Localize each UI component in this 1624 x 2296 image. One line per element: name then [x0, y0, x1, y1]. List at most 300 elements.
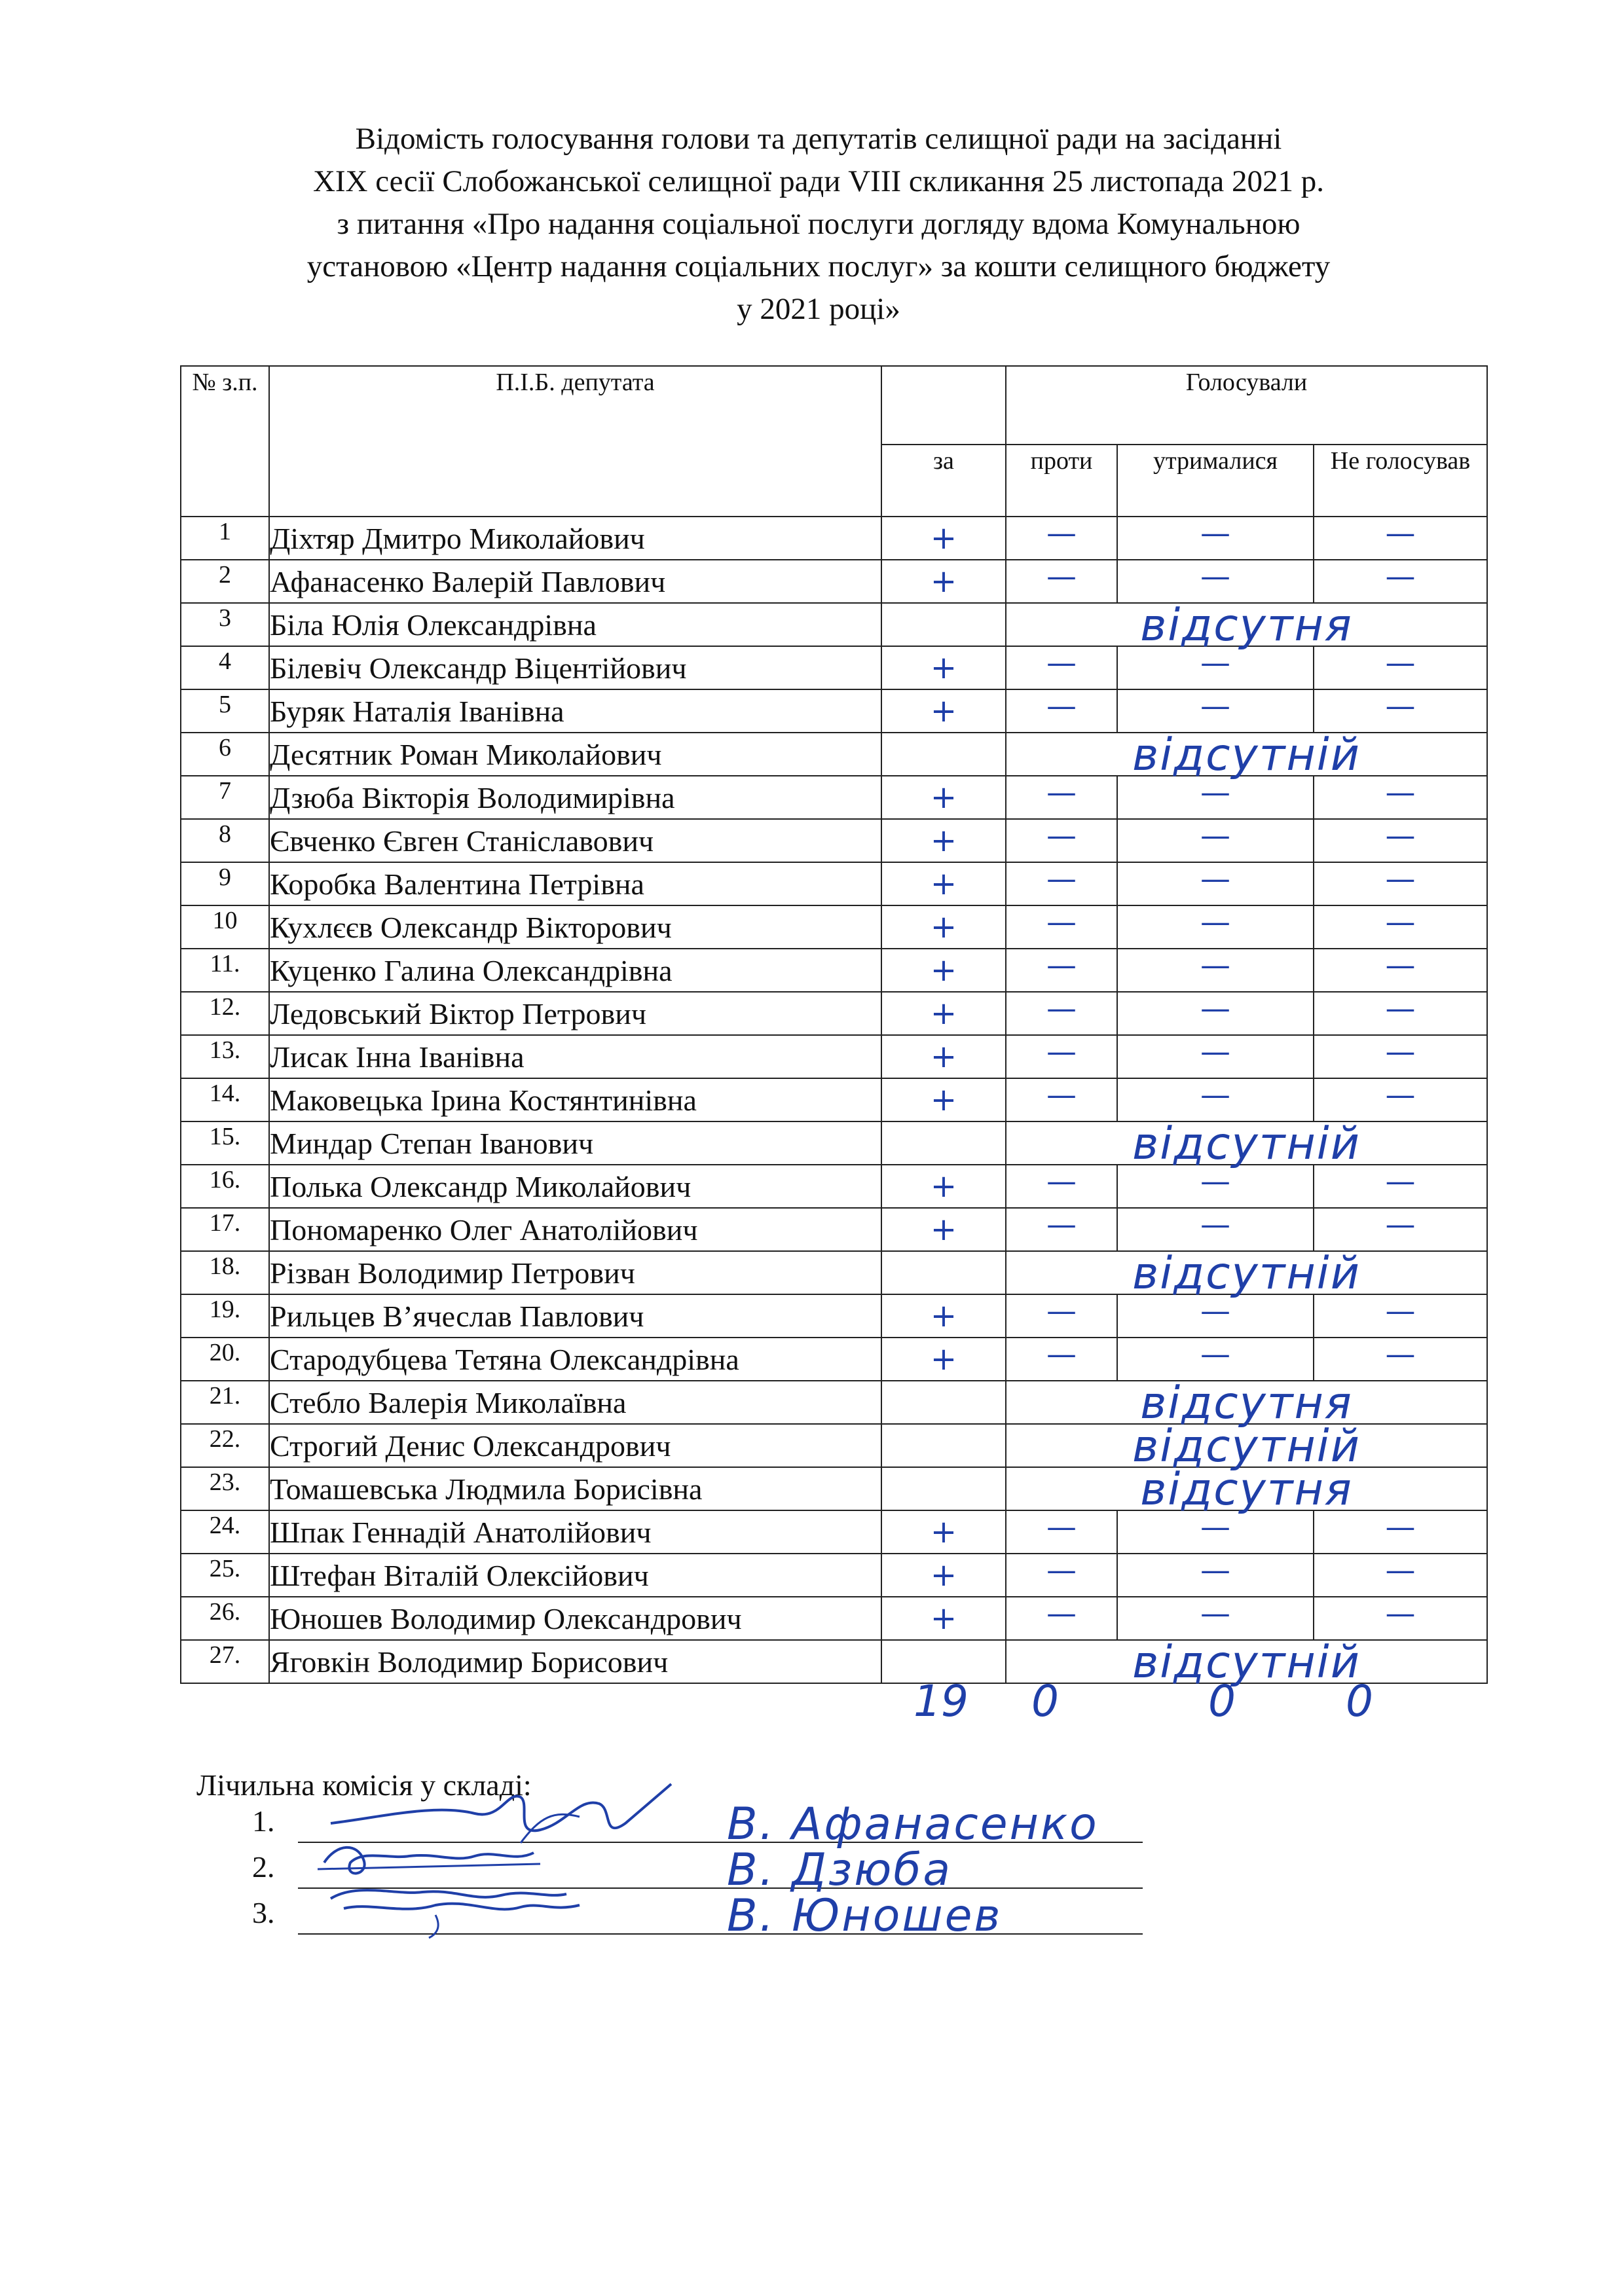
- cell-against: [1006, 1338, 1117, 1381]
- cell-for: [881, 1121, 1006, 1165]
- cell-against: [1006, 1510, 1117, 1554]
- cell-abstained: [1117, 1597, 1314, 1640]
- deputy-name: [269, 1121, 881, 1165]
- total-against: 0: [1031, 1676, 1059, 1726]
- deputy-name: [269, 1294, 881, 1338]
- cell-for: [881, 1251, 1006, 1294]
- cell-against: [1006, 1208, 1117, 1251]
- cell-abstained-value: —: [1200, 515, 1230, 551]
- deputy-name-value: Біла Юлія Олександрівна: [270, 608, 597, 642]
- cell-abstained-value: —: [1200, 1033, 1230, 1069]
- cell-abstained-value: —: [1200, 860, 1230, 896]
- cell-against: [1006, 905, 1117, 949]
- cell-not-voted-value: —: [1385, 558, 1416, 594]
- absent-note: відсутній: [1132, 1421, 1361, 1472]
- cell-for: [881, 1338, 1006, 1381]
- cell-not-voted: [1314, 949, 1487, 992]
- cell-not-voted: [1314, 1294, 1487, 1338]
- deputy-name: [269, 1251, 881, 1294]
- absent-note: відсутній: [1132, 1637, 1361, 1688]
- row-num-value: 1: [219, 518, 231, 545]
- deputy-name: [269, 1208, 881, 1251]
- cell-against-value: —: [1046, 947, 1077, 983]
- row-num-value: 4: [219, 647, 231, 675]
- cell-against: [1006, 862, 1117, 905]
- row-num-value: 7: [219, 777, 231, 805]
- absent-note: відсутній: [1132, 1248, 1361, 1300]
- row-num: [181, 689, 269, 733]
- cell-abstained: [1117, 1035, 1314, 1078]
- cell-against-value: —: [1046, 687, 1077, 723]
- cell-against-value: —: [1046, 1336, 1077, 1372]
- table-row: [181, 1035, 1487, 1078]
- cell-abstained: [1117, 646, 1314, 689]
- header-voted: Голосували: [1006, 366, 1487, 445]
- cell-abstained: [1117, 905, 1314, 949]
- deputy-name-value: Дзюба Вікторія Володимирівна: [270, 780, 675, 814]
- deputy-name: [269, 776, 881, 819]
- cell-against: [1006, 1035, 1117, 1078]
- row-num-value: 24.: [209, 1512, 241, 1539]
- cell-not-voted-value: —: [1385, 1033, 1416, 1069]
- cell-for: [881, 776, 1006, 819]
- row-num: [181, 1424, 269, 1467]
- cell-against: [1006, 776, 1117, 819]
- deputy-name: [269, 1165, 881, 1208]
- row-num-value: 25.: [209, 1555, 241, 1582]
- cell-against-value: —: [1046, 860, 1077, 896]
- cell-not-voted: [1314, 1510, 1487, 1554]
- cell-for: [881, 1554, 1006, 1597]
- cell-against: [1006, 517, 1117, 560]
- cell-abstained: [1117, 560, 1314, 603]
- cell-abstained: [1117, 949, 1314, 992]
- cell-for: [881, 517, 1006, 560]
- cell-for-value: +: [930, 1038, 957, 1075]
- table-row: [181, 1424, 1487, 1467]
- table-row: [181, 646, 1487, 689]
- row-num-value: 19.: [209, 1296, 241, 1323]
- table-row: [181, 1338, 1487, 1381]
- row-num: [181, 560, 269, 603]
- absent-cell: [1006, 1637, 1487, 1688]
- cell-for: [881, 1294, 1006, 1338]
- deputy-name: [269, 1467, 881, 1510]
- row-num-value: 16.: [209, 1166, 241, 1194]
- row-num: [181, 603, 269, 646]
- cell-abstained: [1117, 776, 1314, 819]
- cell-abstained: [1117, 517, 1314, 560]
- deputy-name: [269, 1078, 881, 1121]
- row-num: [181, 1338, 269, 1381]
- cell-against: [1006, 560, 1117, 603]
- row-num: [181, 1251, 269, 1294]
- table-row: [181, 1294, 1487, 1338]
- header-for: за: [881, 445, 1006, 517]
- cell-not-voted-value: —: [1385, 947, 1416, 983]
- table-row: [181, 1208, 1487, 1251]
- cell-for-value: +: [930, 779, 957, 816]
- cell-not-voted-value: —: [1385, 990, 1416, 1026]
- cell-not-voted: [1314, 1165, 1487, 1208]
- table-row: [181, 1251, 1487, 1294]
- table-row: [181, 776, 1487, 819]
- cell-not-voted-value: —: [1385, 817, 1416, 853]
- table-row: [181, 819, 1487, 862]
- cell-for: [881, 1510, 1006, 1554]
- absent-cell: [1006, 729, 1487, 781]
- cell-against-value: —: [1046, 1076, 1077, 1112]
- cell-against: [1006, 1597, 1117, 1640]
- absent-note: відсутня: [1140, 600, 1353, 651]
- title-line: XIX сесії Слобожанської селищної ради VIII скликання 25 листопада 2021 р.: [312, 164, 1325, 198]
- title-line: Відомість голосування голови та депутатів селищної ради на засіданні: [355, 122, 1282, 156]
- cell-against: [1006, 992, 1117, 1035]
- cell-abstained-value: —: [1200, 903, 1230, 939]
- table-row: [181, 689, 1487, 733]
- cell-abstained-value: —: [1200, 644, 1230, 680]
- deputy-name-value: Євченко Євген Станіславович: [270, 824, 654, 858]
- deputy-name-value: Стебло Валерія Миколаївна: [270, 1385, 627, 1419]
- cell-for: [881, 560, 1006, 603]
- cell-abstained: [1117, 862, 1314, 905]
- table-row: [181, 1078, 1487, 1121]
- cell-against-value: —: [1046, 1508, 1077, 1544]
- cell-for: [881, 1165, 1006, 1208]
- cell-not-voted-value: —: [1385, 774, 1416, 810]
- deputy-name-value: Білевіч Олександр Віцентійович: [270, 651, 687, 685]
- header-abstained: утрималися: [1117, 445, 1314, 517]
- cell-abstained-value: —: [1200, 817, 1230, 853]
- cell-for: [881, 905, 1006, 949]
- row-num-value: 3: [219, 604, 231, 632]
- table-row: [181, 1121, 1487, 1165]
- cell-for-value: +: [930, 1341, 957, 1377]
- row-num: [181, 905, 269, 949]
- cell-abstained-value: —: [1200, 687, 1230, 723]
- member-name: В. Афанасенко: [727, 1798, 1099, 1850]
- absent-cell: [1006, 1248, 1487, 1300]
- deputy-name-value: Афанасенко Валерій Павлович: [270, 564, 666, 598]
- deputy-name-value: Полька Олександр Миколайович: [270, 1169, 692, 1203]
- cell-against-value: —: [1046, 1163, 1077, 1199]
- row-num: [181, 733, 269, 776]
- cell-not-voted: [1314, 1338, 1487, 1381]
- row-num-value: 5: [219, 691, 231, 718]
- table-row: [181, 1467, 1487, 1510]
- row-num: [181, 949, 269, 992]
- table-row: [181, 1554, 1487, 1597]
- cell-for-value: +: [930, 952, 957, 989]
- cell-abstained: [1117, 1165, 1314, 1208]
- cell-not-voted-value: —: [1385, 1595, 1416, 1631]
- deputy-name: [269, 733, 881, 776]
- cell-not-voted-value: —: [1385, 1336, 1416, 1372]
- row-num: [181, 1294, 269, 1338]
- deputy-name: [269, 949, 881, 992]
- row-num-value: 15.: [209, 1123, 241, 1150]
- row-num-value: 9: [219, 864, 231, 891]
- commission-label: Лічильна комісія у складі:: [196, 1768, 532, 1802]
- cell-against-value: —: [1046, 515, 1077, 551]
- cell-abstained-value: —: [1200, 558, 1230, 594]
- cell-not-voted-value: —: [1385, 1163, 1416, 1199]
- cell-not-voted-value: —: [1385, 903, 1416, 939]
- cell-against: [1006, 646, 1117, 689]
- deputy-name: [269, 1597, 881, 1640]
- cell-for: [881, 1424, 1006, 1467]
- table-row: [181, 517, 1487, 560]
- cell-for-value: +: [930, 1082, 957, 1118]
- cell-abstained: [1117, 1208, 1314, 1251]
- cell-abstained-value: —: [1200, 1508, 1230, 1544]
- cell-not-voted-value: —: [1385, 1292, 1416, 1328]
- cell-for-value: +: [930, 1514, 957, 1550]
- absent-cell: [1006, 1421, 1487, 1472]
- cell-abstained: [1117, 689, 1314, 733]
- deputy-name-value: Юношев Володимир Олександрович: [270, 1601, 742, 1635]
- cell-against: [1006, 1294, 1117, 1338]
- deputy-name: [269, 1424, 881, 1467]
- deputy-name: [269, 1338, 881, 1381]
- cell-not-voted-value: —: [1385, 860, 1416, 896]
- cell-against-value: —: [1046, 817, 1077, 853]
- cell-abstained: [1117, 1338, 1314, 1381]
- row-num-value: 17.: [209, 1209, 241, 1237]
- voting-table: [180, 365, 1488, 1688]
- cell-for-value: +: [930, 1298, 957, 1334]
- row-num-value: 18.: [209, 1252, 241, 1280]
- commission-member: [252, 1890, 1143, 1942]
- header-num: № з.п.: [181, 366, 269, 517]
- deputy-name-value: Пономаренко Олег Анатолійович: [270, 1212, 698, 1247]
- deputy-name: [269, 1035, 881, 1078]
- cell-for-value: +: [930, 520, 957, 556]
- cell-not-voted: [1314, 689, 1487, 733]
- row-num: [181, 1208, 269, 1251]
- header-not-voted: Не голосував: [1314, 445, 1487, 517]
- row-num: [181, 1510, 269, 1554]
- cell-not-voted: [1314, 517, 1487, 560]
- cell-not-voted-value: —: [1385, 1552, 1416, 1588]
- row-num: [181, 517, 269, 560]
- cell-for-value: +: [930, 563, 957, 600]
- deputy-name-value: Ледовський Віктор Петрович: [270, 996, 646, 1030]
- cell-for: [881, 1597, 1006, 1640]
- row-num-value: 10: [212, 907, 238, 934]
- cell-for-value: +: [930, 1557, 957, 1594]
- cell-for: [881, 689, 1006, 733]
- deputy-name-value: Строгий Денис Олександрович: [270, 1429, 671, 1463]
- cell-not-voted: [1314, 819, 1487, 862]
- cell-abstained: [1117, 1510, 1314, 1554]
- deputy-name-value: Томашевська Людмила Борисівна: [270, 1472, 703, 1506]
- row-num-value: 11.: [210, 950, 240, 977]
- cell-not-voted-value: —: [1385, 644, 1416, 680]
- cell-against: [1006, 819, 1117, 862]
- cell-not-voted: [1314, 776, 1487, 819]
- member-num: 1.: [252, 1804, 275, 1838]
- cell-for: [881, 949, 1006, 992]
- cell-abstained-value: —: [1200, 1552, 1230, 1588]
- cell-not-voted: [1314, 1208, 1487, 1251]
- row-num: [181, 992, 269, 1035]
- row-num-value: 20.: [209, 1339, 241, 1366]
- cell-against-value: —: [1046, 1206, 1077, 1242]
- table-row: [181, 862, 1487, 905]
- cell-against: [1006, 689, 1117, 733]
- row-num-value: 13.: [209, 1036, 241, 1064]
- row-num: [181, 862, 269, 905]
- row-num-value: 14.: [209, 1080, 241, 1107]
- table-row: [181, 560, 1487, 603]
- member-num: 3.: [252, 1896, 275, 1929]
- cell-for: [881, 603, 1006, 646]
- deputy-name: [269, 646, 881, 689]
- cell-for: [881, 819, 1006, 862]
- absent-note: відсутній: [1132, 1118, 1361, 1170]
- deputy-name: [269, 862, 881, 905]
- deputy-name: [269, 1554, 881, 1597]
- deputy-name: [269, 905, 881, 949]
- cell-for-value: +: [930, 649, 957, 686]
- row-num-value: 21.: [209, 1382, 241, 1410]
- cell-abstained-value: —: [1200, 1206, 1230, 1242]
- signature-scribble: [304, 1869, 697, 1941]
- absent-cell: [1006, 1377, 1487, 1429]
- cell-for-value: +: [930, 866, 957, 902]
- cell-not-voted: [1314, 1035, 1487, 1078]
- row-num: [181, 819, 269, 862]
- deputy-name-value: Куценко Галина Олександрівна: [270, 953, 673, 987]
- row-num-value: 6: [219, 734, 231, 761]
- cell-against: [1006, 1165, 1117, 1208]
- document-title: [164, 118, 1473, 331]
- member-num: 2.: [252, 1850, 275, 1884]
- deputy-name: [269, 992, 881, 1035]
- row-num-value: 12.: [209, 993, 241, 1021]
- cell-not-voted: [1314, 560, 1487, 603]
- deputy-name-value: Діхтяр Дмитро Миколайович: [270, 521, 645, 555]
- cell-against-value: —: [1046, 558, 1077, 594]
- table-row: [181, 905, 1487, 949]
- row-num: [181, 1381, 269, 1424]
- header-name: П.І.Б. депутата: [269, 366, 881, 517]
- cell-for: [881, 1208, 1006, 1251]
- cell-not-voted: [1314, 862, 1487, 905]
- cell-against-value: —: [1046, 774, 1077, 810]
- member-name: В. Дзюба: [727, 1844, 953, 1896]
- deputy-name-value: Різван Володимир Петрович: [270, 1256, 635, 1290]
- deputy-name-value: Яговкін Володимир Борисович: [270, 1645, 669, 1679]
- row-num: [181, 776, 269, 819]
- cell-abstained: [1117, 819, 1314, 862]
- cell-for-value: +: [930, 822, 957, 859]
- row-num: [181, 1035, 269, 1078]
- cell-not-voted: [1314, 1554, 1487, 1597]
- row-num-value: 2: [219, 561, 231, 589]
- deputy-name: [269, 819, 881, 862]
- absent-cell: [1006, 1118, 1487, 1170]
- deputy-name: [269, 517, 881, 560]
- title-line: з питання «Про надання соціальної послуги догляду вдома Комунальною: [337, 207, 1301, 241]
- cell-against-value: —: [1046, 1552, 1077, 1588]
- absent-cell: [1006, 600, 1487, 651]
- absent-note: відсутня: [1140, 1464, 1353, 1516]
- deputy-name-value: Миндар Степан Іванович: [270, 1126, 594, 1160]
- cell-against-value: —: [1046, 1292, 1077, 1328]
- cell-for-value: +: [930, 1600, 957, 1637]
- deputy-name-value: Шпак Геннадій Анатолійович: [270, 1515, 652, 1549]
- deputy-name-value: Стародубцева Тетяна Олександрівна: [270, 1342, 739, 1376]
- title-line: установою «Центр надання соціальних послуг» за кошти селищного бюджету: [306, 249, 1331, 283]
- cell-for-value: +: [930, 995, 957, 1032]
- cell-for: [881, 992, 1006, 1035]
- row-num: [181, 1597, 269, 1640]
- cell-abstained: [1117, 992, 1314, 1035]
- cell-for-value: +: [930, 909, 957, 945]
- table-row: [181, 992, 1487, 1035]
- deputy-name-value: Лисак Інна Іванівна: [270, 1040, 525, 1074]
- row-num-value: 22.: [209, 1425, 241, 1453]
- cell-against-value: —: [1046, 1595, 1077, 1631]
- cell-abstained: [1117, 1078, 1314, 1121]
- total-for: 19: [913, 1676, 969, 1726]
- cell-abstained-value: —: [1200, 1076, 1230, 1112]
- table-row: [181, 1165, 1487, 1208]
- cell-for: [881, 1467, 1006, 1510]
- cell-not-voted: [1314, 646, 1487, 689]
- cell-abstained: [1117, 1294, 1314, 1338]
- cell-for-value: +: [930, 1168, 957, 1205]
- absent-cell: [1006, 1464, 1487, 1516]
- cell-not-voted: [1314, 1078, 1487, 1121]
- deputy-name: [269, 560, 881, 603]
- cell-for: [881, 646, 1006, 689]
- table-row: [181, 1597, 1487, 1640]
- cell-for: [881, 1381, 1006, 1424]
- row-num-value: 27.: [209, 1641, 241, 1669]
- table-row: [181, 1640, 1487, 1683]
- deputy-name: [269, 1640, 881, 1683]
- cell-not-voted-value: —: [1385, 1508, 1416, 1544]
- row-num: [181, 646, 269, 689]
- cell-against: [1006, 1078, 1117, 1121]
- cell-not-voted: [1314, 992, 1487, 1035]
- cell-abstained-value: —: [1200, 990, 1230, 1026]
- deputy-name-value: Маковецька Ірина Костянтинівна: [270, 1083, 697, 1117]
- cell-against: [1006, 949, 1117, 992]
- cell-not-voted-value: —: [1385, 515, 1416, 551]
- cell-against: [1006, 1554, 1117, 1597]
- deputy-name-value: Десятник Роман Миколайович: [270, 737, 662, 771]
- cell-for: [881, 733, 1006, 776]
- title-line: у 2021 році»: [737, 292, 900, 326]
- table-row: [181, 603, 1487, 646]
- cell-against-value: —: [1046, 990, 1077, 1026]
- deputy-name-value: Штефан Віталій Олексійович: [270, 1558, 649, 1592]
- table-row: [181, 733, 1487, 776]
- deputy-name: [269, 603, 881, 646]
- row-num: [181, 1640, 269, 1683]
- cell-for: [881, 1035, 1006, 1078]
- absent-note: відсутній: [1132, 729, 1361, 781]
- deputy-name-value: Коробка Валентина Петрівна: [270, 867, 644, 901]
- cell-against-value: —: [1046, 1033, 1077, 1069]
- cell-abstained-value: —: [1200, 774, 1230, 810]
- member-name: В. Юношев: [727, 1890, 1003, 1942]
- cell-for-value: +: [930, 1211, 957, 1248]
